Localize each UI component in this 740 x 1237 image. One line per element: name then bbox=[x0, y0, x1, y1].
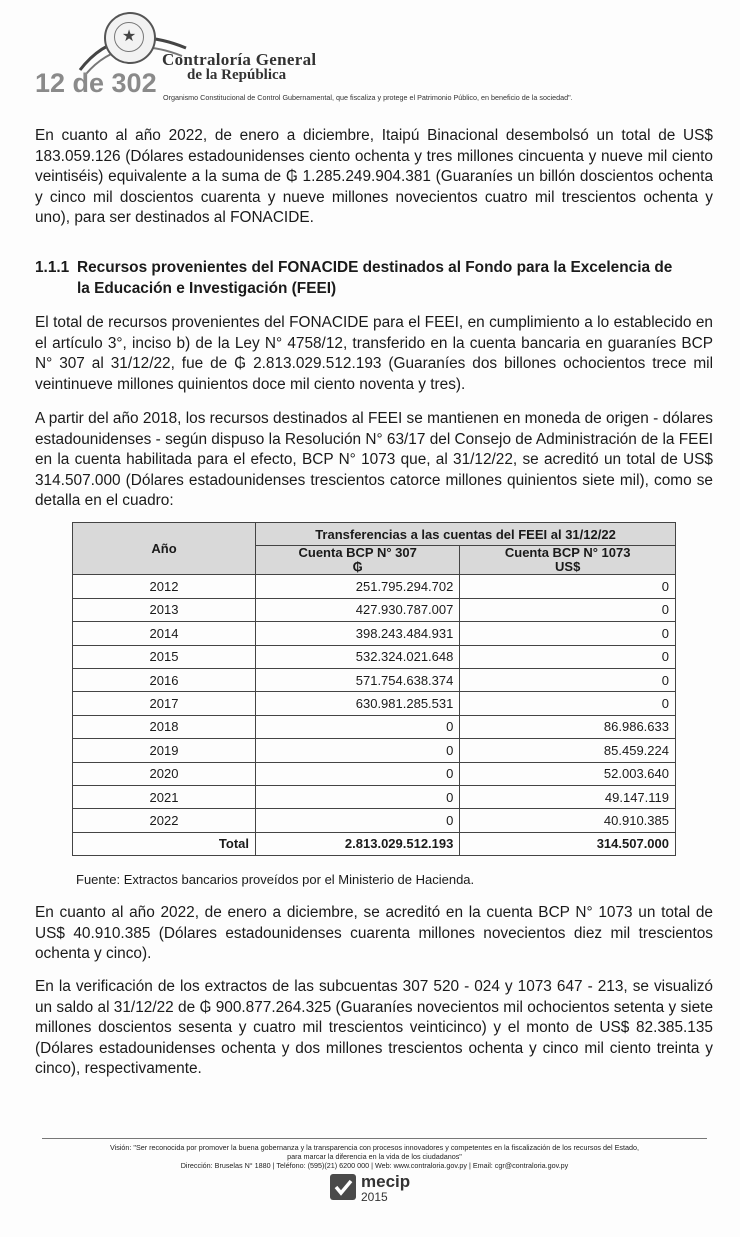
cell-year: 2015 bbox=[73, 645, 256, 668]
star-icon: ★ bbox=[114, 22, 144, 52]
table-header-col1 bbox=[256, 546, 460, 575]
cell-year: 2019 bbox=[73, 739, 256, 762]
cell-gs: 532.324.021.648 bbox=[256, 645, 460, 668]
cell-usd: 0 bbox=[460, 598, 676, 621]
mecip-logo bbox=[330, 1174, 440, 1206]
org-name-line1: Contraloría General bbox=[162, 50, 317, 69]
footer-vision-line1: Visión: "Ser reconocida por promover la buena gobernanza y la transparencia con procesos innovadores y competentes en la fiscalización de los recursos del Estado, bbox=[109, 1143, 639, 1152]
table-row bbox=[73, 739, 676, 762]
page-number: 12 de 302 bbox=[35, 68, 157, 98]
table-row bbox=[73, 622, 676, 645]
cell-usd: 0 bbox=[460, 692, 676, 715]
paragraph-2022-credit: En cuanto al año 2022, de enero a diciembre, se acreditó en la cuenta BCP N° 1073 un total de US$ 40.910.385 (Dólares estadounidenses cuarenta millones novecientos diez mil trescientos ochenta y cinco). bbox=[35, 904, 713, 962]
table-row bbox=[73, 762, 676, 785]
cell-gs: 0 bbox=[256, 809, 460, 832]
total-usd: 314.507.000 bbox=[460, 832, 676, 855]
section-number: 1.1.1 bbox=[35, 259, 70, 276]
page-footer bbox=[42, 1143, 707, 1170]
cell-gs: 630.981.285.531 bbox=[256, 692, 460, 715]
cell-usd: 52.003.640 bbox=[460, 762, 676, 785]
org-motto: Organismo Constitucional de Control Gubernamental, que fiscaliza y protege el Patrimonio Público, en beneficio de la sociedad". bbox=[163, 93, 573, 102]
table-source-note: Fuente: Extractos bancarios proveídos por el Ministerio de Hacienda. bbox=[76, 872, 475, 887]
table-row bbox=[73, 575, 676, 598]
total-label: Total bbox=[73, 832, 256, 855]
cell-usd: 49.147.119 bbox=[460, 785, 676, 808]
col1-unit: ₲ bbox=[352, 559, 363, 575]
cell-gs: 0 bbox=[256, 739, 460, 762]
table-row bbox=[73, 809, 676, 832]
cell-usd: 85.459.224 bbox=[460, 739, 676, 762]
col2-label: Cuenta BCP N° 1073 bbox=[504, 545, 631, 561]
cell-year: 2020 bbox=[73, 762, 256, 785]
table-total-row bbox=[73, 832, 676, 855]
transfers-table bbox=[72, 522, 676, 856]
table-row bbox=[73, 645, 676, 668]
table-header-col2 bbox=[460, 546, 676, 575]
cell-year: 2016 bbox=[73, 668, 256, 691]
mecip-year: 2015 bbox=[361, 1190, 388, 1204]
check-icon bbox=[330, 1174, 356, 1200]
mecip-word: mecip bbox=[361, 1172, 411, 1191]
coat-of-arms-seal bbox=[104, 12, 156, 64]
cell-year: 2021 bbox=[73, 785, 256, 808]
cell-gs: 571.754.638.374 bbox=[256, 668, 460, 691]
paragraph-verification: En la verificación de los extractos de las subcuentas 307 520 - 024 y 1073 647 - 213, se visualizó un saldo al 31/12/22 de ₲ 900.877.264.325 (Guaraníes novecientos mil ochocientos setenta y siete millones doscientos sesenta y cuatro mil trescientos veinticinco) y el monto de US$ 82.385.135 (Dólares estadounidenses ochenta y dos millones trescientos ochenta y cinco mil ciento treinta y cinco), respectivamente. bbox=[35, 978, 713, 1077]
table-row bbox=[73, 785, 676, 808]
table-row bbox=[73, 668, 676, 691]
cell-year: 2022 bbox=[73, 809, 256, 832]
table-row bbox=[73, 598, 676, 621]
cell-gs: 0 bbox=[256, 785, 460, 808]
cell-year: 2013 bbox=[73, 598, 256, 621]
cell-year: 2018 bbox=[73, 715, 256, 738]
cell-gs: 398.243.484.931 bbox=[256, 622, 460, 645]
footer-vision-line2: para marcar la diferencia en la vida de los ciudadanos" bbox=[287, 1152, 462, 1161]
cell-year: 2017 bbox=[73, 692, 256, 715]
cell-usd: 86.986.633 bbox=[460, 715, 676, 738]
table-header-year: Año bbox=[73, 523, 256, 575]
org-name-line2: de la República bbox=[187, 67, 287, 83]
cell-year: 2014 bbox=[73, 622, 256, 645]
cell-usd: 0 bbox=[460, 622, 676, 645]
total-gs: 2.813.029.512.193 bbox=[256, 832, 460, 855]
cell-usd: 0 bbox=[460, 645, 676, 668]
cell-gs: 427.930.787.007 bbox=[256, 598, 460, 621]
cell-gs: 0 bbox=[256, 715, 460, 738]
cell-usd: 0 bbox=[460, 668, 676, 691]
paragraph-itaipu-2022: En cuanto al año 2022, de enero a diciembre, Itaipú Binacional desembolsó un total de US$ 183.059.126 (Dólares estadounidenses ciento ochenta y tres millones cincuenta y nueve mil ciento veintiséis) equivalente a la suma de ₲ 1.285.249.904.381 (Guaraníes un billón doscientos ochenta y cinco mil doscientos cuarenta y nueve millones novecientos cuatro mil trescientos ochenta y uno), para ser destinados al FONACIDE. bbox=[35, 127, 713, 226]
cell-usd: 40.910.385 bbox=[460, 809, 676, 832]
col2-unit: US$ bbox=[555, 559, 581, 575]
footer-divider bbox=[42, 1138, 707, 1139]
table-header-group: Transferencias a las cuentas del FEEI al 31/12/22 bbox=[256, 523, 676, 546]
cell-usd: 0 bbox=[460, 575, 676, 598]
table-row bbox=[73, 692, 676, 715]
page-header bbox=[0, 0, 740, 110]
section-title-line1: Recursos provenientes del FONACIDE destinados al Fondo para la Excelencia de bbox=[77, 259, 673, 276]
table-row bbox=[73, 715, 676, 738]
cell-gs: 251.795.294.702 bbox=[256, 575, 460, 598]
paragraph-feei-2018: A partir del año 2018, los recursos destinados al FEEI se mantienen en moneda de origen - dólares estadounidenses - según dispuso la Resolución N° 63/17 del Consejo de Administración de la FEEI en la cuenta habilitada para el efecto, BCP N° 1073 que, al 31/12/22, se acreditó un total de US$ 314.507.000 (Dólares estadounidenses trescientos catorce millones quinientos siete mil), como se detalla en el cuadro: bbox=[35, 410, 713, 509]
section-title-line2: la Educación e Investigación (FEEI) bbox=[77, 279, 337, 297]
cell-year: 2012 bbox=[73, 575, 256, 598]
footer-address: Dirección: Bruselas N° 1880 | Teléfono: (595)(21) 6200 000 | Web: www.contraloria.gov.py | Email: cgr@contraloria.gov.py bbox=[180, 1161, 569, 1170]
section-title bbox=[35, 258, 725, 299]
col1-label: Cuenta BCP N° 307 bbox=[298, 545, 417, 561]
paragraph-feei-total: El total de recursos provenientes del FONACIDE para el FEEI, en cumplimiento a lo establecido en el artículo 3°, inciso b) de la Ley N° 4758/12, transferido en la cuenta bancaria en guaraníes BCP N° 307 al 31/12/22, fue de ₲ 2.813.029.512.193 (Guaraníes dos billones ochocientos trece mil veintinueve millones quinientos doce mil ciento noventa y tres). bbox=[35, 314, 713, 393]
cell-gs: 0 bbox=[256, 762, 460, 785]
